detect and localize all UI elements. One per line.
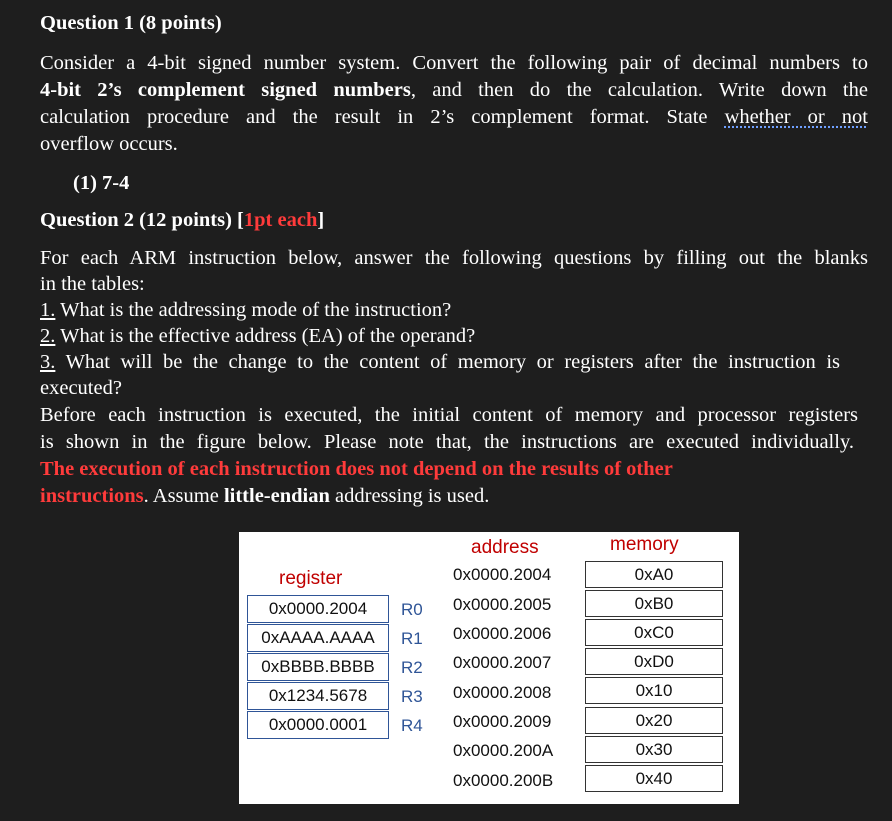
register-value-r4: 0x0000.0001 — [247, 711, 389, 739]
register-value-r2: 0xBBBB.BBBB — [247, 653, 389, 681]
memory-cell-6: 0x30 — [585, 736, 723, 763]
q2-points-note: 1pt each — [243, 209, 318, 231]
q1-paragraph-line-3 — [40, 104, 868, 130]
q2-assume-text: . Assume — [143, 485, 224, 507]
q2-red-note-line-1: The execution of each instruction does not depend on the results of other — [40, 458, 673, 480]
q1-bold-term: 4-bit 2’s complement signed numbers — [40, 79, 411, 101]
register-value-r1: 0xAAAA.AAAA — [247, 624, 389, 652]
q2-title-bracket: ] — [317, 209, 325, 231]
memory-address-0: 0x0000.2004 — [453, 565, 552, 584]
memory-header: memory — [610, 534, 679, 555]
q2-question-number: 3. — [40, 351, 56, 373]
memory-address-2: 0x0000.2006 — [453, 624, 552, 643]
q2-intro-line-1: For each ARM instruction below, answer the following questions by filling out the blanks — [40, 247, 868, 269]
q2-question-number: 1. — [40, 299, 56, 321]
q2-title-text: Question 2 (12 points) [ — [40, 209, 244, 231]
q2-red-note-end: instructions — [40, 485, 144, 507]
q1-line3-text: calculation procedure and the result in 2’s complement format. State — [40, 106, 725, 128]
q2-before-line-1: Before each instruction is executed, the initial content of memory and processor registers — [40, 404, 858, 426]
q2-before-line-2: is shown in the figure below. Please note that, the instructions are executed individually. — [40, 431, 854, 453]
q2-question-text: What is the effective address (EA) of the operand? — [55, 325, 476, 347]
memory-cell-0: 0xA0 — [585, 561, 723, 588]
question-1-title: Question 1 (8 points) — [40, 12, 222, 34]
register-value-r3: 0x1234.5678 — [247, 682, 389, 710]
q2-tail-text: addressing is used. — [329, 485, 490, 507]
memory-cell-3: 0xD0 — [585, 648, 723, 675]
memory-register-figure — [239, 532, 739, 804]
memory-cell-4: 0x10 — [585, 677, 723, 704]
q2-question-3 — [40, 349, 840, 375]
q1-item-1: (1) 7-4 — [73, 172, 130, 194]
memory-cell-7: 0x40 — [585, 765, 723, 792]
register-value-r0: 0x0000.2004 — [247, 595, 389, 623]
q2-question-2 — [40, 323, 475, 349]
address-header: address — [471, 537, 539, 558]
memory-address-5: 0x0000.2009 — [453, 712, 552, 731]
register-name-r1: R1 — [401, 629, 423, 648]
q1-paragraph-line-2 — [40, 77, 868, 103]
q2-question-3-cont: executed? — [40, 377, 122, 399]
q2-intro-line-2: in the tables: — [40, 273, 145, 295]
register-name-r0: R0 — [401, 600, 423, 619]
memory-address-3: 0x0000.2007 — [453, 653, 552, 672]
register-name-r4: R4 — [401, 716, 423, 735]
memory-cell-1: 0xB0 — [585, 590, 723, 617]
register-name-r3: R3 — [401, 687, 423, 706]
memory-address-6: 0x0000.200A — [453, 741, 554, 760]
q2-question-1 — [40, 297, 451, 323]
q1-line2-rest: , and then do the calculation. Write down the — [410, 79, 868, 101]
register-header: register — [279, 568, 343, 589]
q2-question-text: What will be the change to the content of memory or registers after the instruction is — [55, 351, 840, 373]
q1-spellcheck-phrase: whether or not — [724, 106, 869, 128]
q1-paragraph-line-1: Consider a 4-bit signed number system. Convert the following pair of decimal numbers to — [40, 52, 868, 74]
q2-endianness-term: little-endian — [223, 485, 330, 507]
q2-question-text: What is the addressing mode of the instruction? — [55, 299, 452, 321]
q2-question-number: 2. — [40, 325, 56, 347]
memory-address-4: 0x0000.2008 — [453, 683, 552, 702]
q1-paragraph-line-4: overflow occurs. — [40, 133, 178, 155]
memory-cell-2: 0xC0 — [585, 619, 723, 646]
memory-cell-5: 0x20 — [585, 707, 723, 734]
q2-red-note-line-2 — [40, 483, 489, 509]
question-2-title — [40, 207, 324, 233]
memory-address-7: 0x0000.200B — [453, 771, 554, 790]
register-name-r2: R2 — [401, 658, 423, 677]
memory-address-1: 0x0000.2005 — [453, 595, 552, 614]
